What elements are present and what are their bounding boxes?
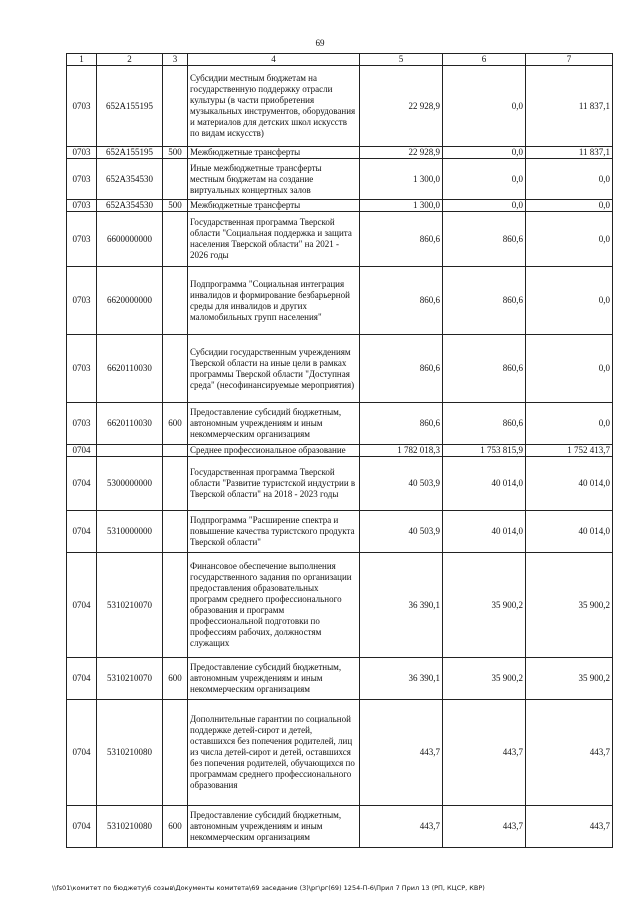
amount-col6-cell: 1 753 815,9 bbox=[443, 445, 526, 457]
budget-table bbox=[66, 53, 613, 848]
amount-col7-cell: 35 900,2 bbox=[526, 658, 613, 700]
table-row bbox=[67, 806, 613, 848]
section-code-cell: 0703 bbox=[67, 403, 97, 445]
item-name-cell: Межбюджетные трансферты bbox=[188, 147, 360, 159]
amount-col6-cell: 443,7 bbox=[443, 700, 526, 806]
target-article-cell: 5300000000 bbox=[97, 457, 163, 511]
expense-type-cell: 500 bbox=[163, 147, 188, 159]
amount-col7-cell: 0,0 bbox=[526, 403, 613, 445]
target-article-cell: 6620110030 bbox=[97, 335, 163, 403]
amount-col7-cell: 443,7 bbox=[526, 700, 613, 806]
amount-col5-cell: 22 928,9 bbox=[360, 147, 443, 159]
amount-col5-cell: 1 300,0 bbox=[360, 200, 443, 212]
expense-type-cell: 600 bbox=[163, 658, 188, 700]
amount-col6-cell: 35 900,2 bbox=[443, 658, 526, 700]
amount-col7-cell: 0,0 bbox=[526, 212, 613, 267]
column-header-3: 3 bbox=[163, 54, 188, 66]
column-header-5: 5 bbox=[360, 54, 443, 66]
amount-col7-cell: 443,7 bbox=[526, 806, 613, 848]
item-name-cell: Финансовое обеспечение выполнения государственного задания по организации предоставления образовательных программ среднего профессионального образования и программ профессиональной подготовки по профессиям рабочих, должностям служащих bbox=[188, 553, 360, 658]
table-row bbox=[67, 212, 613, 267]
section-code-cell: 0703 bbox=[67, 159, 97, 200]
amount-col5-cell: 22 928,9 bbox=[360, 66, 443, 147]
amount-col5-cell: 860,6 bbox=[360, 212, 443, 267]
amount-col6-cell: 860,6 bbox=[443, 212, 526, 267]
table-row bbox=[67, 66, 613, 147]
section-code-cell: 0704 bbox=[67, 806, 97, 848]
section-code-cell: 0703 bbox=[67, 267, 97, 335]
amount-col7-cell: 11 837,1 bbox=[526, 147, 613, 159]
amount-col5-cell: 860,6 bbox=[360, 267, 443, 335]
target-article-cell: 5310210080 bbox=[97, 700, 163, 806]
amount-col7-cell: 40 014,0 bbox=[526, 457, 613, 511]
section-code-cell: 0703 bbox=[67, 335, 97, 403]
table-row bbox=[67, 553, 613, 658]
target-article-cell: 6600000000 bbox=[97, 212, 163, 267]
item-name-cell: Государственная программа Тверской области "Развитие туристской индустрии в Тверской области" на 2018 - 2023 годы bbox=[188, 457, 360, 511]
amount-col7-cell: 11 837,1 bbox=[526, 66, 613, 147]
amount-col7-cell: 0,0 bbox=[526, 335, 613, 403]
section-code-cell: 0704 bbox=[67, 511, 97, 553]
target-article-cell: 6620000000 bbox=[97, 267, 163, 335]
table-row bbox=[67, 147, 613, 159]
section-code-cell: 0704 bbox=[67, 553, 97, 658]
expense-type-cell bbox=[163, 457, 188, 511]
amount-col6-cell: 860,6 bbox=[443, 403, 526, 445]
section-code-cell: 0703 bbox=[67, 200, 97, 212]
amount-col7-cell: 40 014,0 bbox=[526, 511, 613, 553]
expense-type-cell bbox=[163, 445, 188, 457]
amount-col5-cell: 40 503,9 bbox=[360, 457, 443, 511]
amount-col5-cell: 1 782 018,3 bbox=[360, 445, 443, 457]
expense-type-cell: 500 bbox=[163, 200, 188, 212]
expense-type-cell: 600 bbox=[163, 806, 188, 848]
section-code-cell: 0704 bbox=[67, 445, 97, 457]
table-row bbox=[67, 267, 613, 335]
amount-col5-cell: 443,7 bbox=[360, 806, 443, 848]
page-number: 69 bbox=[315, 38, 325, 48]
table-row bbox=[67, 511, 613, 553]
footer-file-path: \\fs01\комитет по бюджету\6 созыв\Документы комитета\69 заседание (3)\рг\рг(69) 1254-П-6\Прил 7 Прил 13 (РП, КЦСР, КВР) bbox=[52, 884, 485, 892]
item-name-cell: Среднее профессиональное образование bbox=[188, 445, 360, 457]
target-article-cell: 5310210080 bbox=[97, 806, 163, 848]
amount-col5-cell: 36 390,1 bbox=[360, 658, 443, 700]
amount-col7-cell: 0,0 bbox=[526, 159, 613, 200]
amount-col7-cell: 35 900,2 bbox=[526, 553, 613, 658]
amount-col6-cell: 35 900,2 bbox=[443, 553, 526, 658]
item-name-cell: Субсидии местным бюджетам на государственную поддержку отрасли культуры (в части приобретения музыкальных инструментов, оборудования и материалов для детских школ искусств по видам искусств) bbox=[188, 66, 360, 147]
item-name-cell: Предоставление субсидий бюджетным, автономным учреждениям и иным некоммерческим организациям bbox=[188, 403, 360, 445]
target-article-cell: 5310210070 bbox=[97, 658, 163, 700]
table-row bbox=[67, 658, 613, 700]
table-body bbox=[67, 66, 613, 848]
expense-type-cell bbox=[163, 159, 188, 200]
section-code-cell: 0704 bbox=[67, 457, 97, 511]
amount-col6-cell: 0,0 bbox=[443, 66, 526, 147]
item-name-cell: Дополнительные гарантии по социальной поддержке детей-сирот и детей, оставшихся без попечения родителей, лиц из числа детей-сирот и детей, оставшихся без попечения родителей, обучающихся по программам среднего профессионального образования bbox=[188, 700, 360, 806]
expense-type-cell bbox=[163, 335, 188, 403]
table-row bbox=[67, 159, 613, 200]
table-row bbox=[67, 200, 613, 212]
amount-col7-cell: 0,0 bbox=[526, 200, 613, 212]
amount-col5-cell: 443,7 bbox=[360, 700, 443, 806]
section-code-cell: 0704 bbox=[67, 658, 97, 700]
expense-type-cell bbox=[163, 553, 188, 658]
item-name-cell: Государственная программа Тверской области "Социальная поддержка и защита населения Тверской области" на 2021 - 2026 годы bbox=[188, 212, 360, 267]
table-row bbox=[67, 700, 613, 806]
amount-col6-cell: 40 014,0 bbox=[443, 457, 526, 511]
amount-col6-cell: 40 014,0 bbox=[443, 511, 526, 553]
amount-col5-cell: 36 390,1 bbox=[360, 553, 443, 658]
header-row bbox=[67, 54, 613, 66]
target-article-cell bbox=[97, 445, 163, 457]
section-code-cell: 0703 bbox=[67, 147, 97, 159]
item-name-cell: Иные межбюджетные трансферты местным бюджетам на создание виртуальных концертных залов bbox=[188, 159, 360, 200]
column-header-4: 4 bbox=[188, 54, 360, 66]
expense-type-cell bbox=[163, 66, 188, 147]
target-article-cell: 6620110030 bbox=[97, 403, 163, 445]
target-article-cell: 5310000000 bbox=[97, 511, 163, 553]
amount-col6-cell: 860,6 bbox=[443, 267, 526, 335]
table-row bbox=[67, 445, 613, 457]
section-code-cell: 0704 bbox=[67, 700, 97, 806]
amount-col7-cell: 0,0 bbox=[526, 267, 613, 335]
expense-type-cell bbox=[163, 212, 188, 267]
amount-col5-cell: 40 503,9 bbox=[360, 511, 443, 553]
amount-col6-cell: 0,0 bbox=[443, 147, 526, 159]
item-name-cell: Подпрограмма "Социальная интеграция инвалидов и формирование безбарьерной среды для инвалидов и других маломобильных групп населения" bbox=[188, 267, 360, 335]
amount-col6-cell: 0,0 bbox=[443, 200, 526, 212]
table-row bbox=[67, 335, 613, 403]
item-name-cell: Предоставление субсидий бюджетным, автономным учреждениям и иным некоммерческим организациям bbox=[188, 658, 360, 700]
column-header-7: 7 bbox=[526, 54, 613, 66]
table-row bbox=[67, 457, 613, 511]
target-article-cell: 652A354530 bbox=[97, 200, 163, 212]
item-name-cell: Предоставление субсидий бюджетным, автономным учреждениям и иным некоммерческим организациям bbox=[188, 806, 360, 848]
expense-type-cell bbox=[163, 700, 188, 806]
section-code-cell: 0703 bbox=[67, 212, 97, 267]
target-article-cell: 5310210070 bbox=[97, 553, 163, 658]
amount-col5-cell: 860,6 bbox=[360, 403, 443, 445]
expense-type-cell bbox=[163, 267, 188, 335]
target-article-cell: 652A354530 bbox=[97, 159, 163, 200]
target-article-cell: 652A155195 bbox=[97, 66, 163, 147]
amount-col6-cell: 0,0 bbox=[443, 159, 526, 200]
column-header-6: 6 bbox=[443, 54, 526, 66]
item-name-cell: Межбюджетные трансферты bbox=[188, 200, 360, 212]
item-name-cell: Подпрограмма "Расширение спектра и повышение качества туристского продукта Тверской области" bbox=[188, 511, 360, 553]
amount-col6-cell: 860,6 bbox=[443, 335, 526, 403]
column-header-1: 1 bbox=[67, 54, 97, 66]
amount-col5-cell: 860,6 bbox=[360, 335, 443, 403]
item-name-cell: Субсидии государственным учреждениям Тверской области на иные цели в рамках программы Тверской области "Доступная среда" (несофинансируемые мероприятия) bbox=[188, 335, 360, 403]
section-code-cell: 0703 bbox=[67, 66, 97, 147]
expense-type-cell bbox=[163, 511, 188, 553]
table-row bbox=[67, 403, 613, 445]
amount-col6-cell: 443,7 bbox=[443, 806, 526, 848]
column-header-2: 2 bbox=[97, 54, 163, 66]
target-article-cell: 652A155195 bbox=[97, 147, 163, 159]
amount-col5-cell: 1 300,0 bbox=[360, 159, 443, 200]
amount-col7-cell: 1 752 413,7 bbox=[526, 445, 613, 457]
expense-type-cell: 600 bbox=[163, 403, 188, 445]
